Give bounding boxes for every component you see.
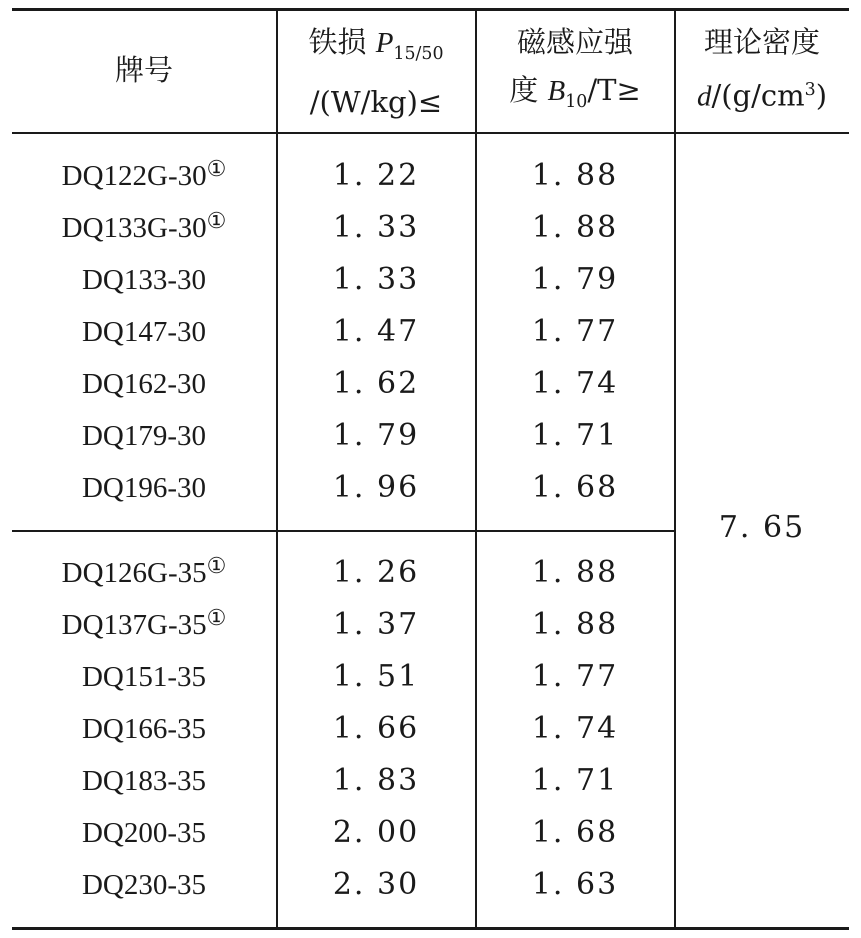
table-row-induction: 1. 68 (531, 470, 619, 505)
table-row-induction: 1. 77 (531, 314, 619, 349)
table-row-induction: 1. 88 (531, 158, 619, 193)
table-row-iron-loss: 1. 33 (332, 262, 420, 297)
grade-label: DQ147-30 (81, 316, 207, 348)
table-row-iron-loss: 1. 51 (332, 659, 420, 694)
bottom-rule (12, 927, 849, 930)
table-row-induction: 1. 88 (531, 555, 619, 590)
header-density (675, 18, 849, 121)
table-row-iron-loss: 1. 37 (332, 607, 420, 642)
grade-label: DQ133G-30 (61, 212, 207, 244)
footnote-marker: ① (206, 553, 227, 578)
column-divider-3 (674, 10, 676, 928)
table-row-grade (12, 605, 276, 642)
grade-label: DQ166-35 (81, 713, 207, 745)
table-row-grade (12, 264, 276, 297)
table-row-grade (12, 420, 276, 453)
table-row-iron-loss: 1. 62 (332, 366, 420, 401)
table-row-grade (12, 553, 276, 590)
table-row-induction: 1. 63 (531, 867, 619, 902)
grade-label: DQ122G-30 (61, 160, 207, 192)
header-induction (476, 18, 674, 126)
header-induction-prefix: 度 (509, 73, 548, 107)
table-row-induction: 1. 88 (531, 607, 619, 642)
density-value: 7. 65 (718, 510, 806, 545)
table-row-induction: 1. 74 (531, 711, 619, 746)
table-row-grade (12, 316, 276, 349)
grade-label: DQ200-35 (81, 817, 207, 849)
table-row-grade (12, 869, 276, 902)
table-row-grade (12, 765, 276, 798)
table-row-iron-loss: 1. 79 (332, 418, 420, 453)
table-row-induction: 1. 74 (531, 366, 619, 401)
table-row-iron-loss: 1. 47 (332, 314, 420, 349)
grade-label: DQ151-35 (81, 661, 207, 693)
table-row-grade (12, 472, 276, 505)
table-row-iron-loss: 2. 00 (332, 815, 420, 850)
table-row-grade (12, 661, 276, 694)
header-density-unit-sup: 3 (804, 80, 816, 100)
header-induction-symbol: B (547, 75, 566, 107)
table-row-grade (12, 156, 276, 193)
table-row-grade (12, 817, 276, 850)
top-rule (12, 8, 849, 11)
table-row-induction: 1. 68 (531, 815, 619, 850)
header-induction-subscript: 10 (565, 91, 588, 112)
header-iron-loss (277, 18, 475, 126)
table-row-induction: 1. 71 (531, 418, 619, 453)
header-iron-loss-subscript: 15/50 (393, 43, 444, 64)
grade-label: DQ183-35 (81, 765, 207, 797)
footnote-marker: ① (206, 156, 227, 181)
footnote-marker: ① (206, 208, 227, 233)
footnote-marker: ① (206, 605, 227, 630)
header-density-symbol: d (696, 80, 712, 113)
table-row-iron-loss: 2. 30 (332, 867, 420, 902)
grade-label: DQ126G-35 (61, 557, 207, 589)
table-row-iron-loss: 1. 22 (332, 158, 420, 193)
table-row-iron-loss: 1. 96 (332, 470, 420, 505)
table-row-induction: 1. 88 (531, 210, 619, 245)
header-density-unit: /(g/cm (711, 78, 805, 113)
table-row-grade (12, 368, 276, 401)
table-row-iron-loss: 1. 83 (332, 763, 420, 798)
grade-label: DQ137G-35 (61, 609, 207, 641)
header-iron-loss-symbol: P (375, 27, 394, 59)
table-row-induction: 1. 71 (531, 763, 619, 798)
header-induction-line1: 磁感应强 (516, 25, 633, 59)
table-row-iron-loss: 1. 26 (332, 555, 420, 590)
table-row-grade (12, 713, 276, 746)
grade-label: DQ162-30 (81, 368, 207, 400)
group-divider-rule (12, 530, 675, 532)
header-induction-unit: /T≥ (587, 73, 641, 107)
table-row-induction: 1. 79 (531, 262, 619, 297)
header-density-line1: 理论密度 (703, 25, 820, 59)
header-rule (12, 132, 849, 134)
table-row-iron-loss: 1. 33 (332, 210, 420, 245)
table-row-grade (12, 208, 276, 245)
grade-label: DQ133-30 (81, 264, 207, 296)
grade-label: DQ230-35 (81, 869, 207, 901)
header-grade: 牌号 (114, 53, 173, 87)
header-iron-loss-label: 铁损 (308, 25, 376, 59)
grade-label: DQ196-30 (81, 472, 207, 504)
header-density-unit-close: ) (815, 78, 828, 113)
header-iron-loss-unit: /(W/kg)≤ (309, 84, 443, 119)
grade-label: DQ179-30 (81, 420, 207, 452)
table-row-iron-loss: 1. 66 (332, 711, 420, 746)
table-row-induction: 1. 77 (531, 659, 619, 694)
